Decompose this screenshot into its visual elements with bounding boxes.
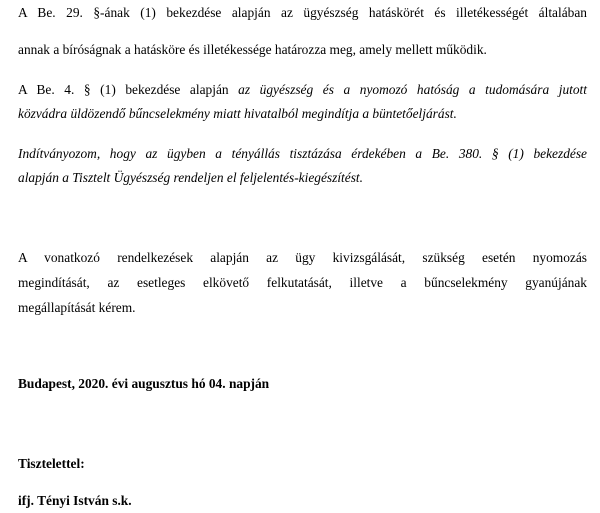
para3-line2: alapján a Tisztelt Ügyészség rendeljen el feljelentés-kiegészítést. bbox=[18, 170, 363, 185]
para3-line1: Indítványozom, hogy az ügyben a tényállás tisztázása érdekében a Be. 380. § (1) bekezdése bbox=[18, 146, 587, 161]
para4-line1: A vonatkozó rendelkezések alapján az ügy kivizsgálását, szükség esetén nyomozás bbox=[18, 250, 587, 265]
para4-line3: megállapítását kérem. bbox=[18, 300, 136, 315]
para2-line1-normal: A Be. 4. § (1) bekezdése alapján bbox=[18, 82, 239, 97]
para2-line2: közvádra üldözendő bűncselekmény miatt hivatalból megindítja a büntetőeljárást. bbox=[18, 106, 457, 121]
closing-salutation: Tisztelettel: bbox=[18, 456, 85, 471]
signature-name: ifj. Tényi István s.k. bbox=[18, 493, 132, 508]
para2-line1 bbox=[18, 82, 587, 98]
para4-line2: megindítását, az esetleges elkövető felkutatását, illetve a bűncselekmény gyanújának bbox=[18, 275, 587, 290]
para2-line1-italic: az ügyészség és a nyomozó hatóság a tudomására jutott bbox=[238, 82, 587, 97]
para1-line2: annak a bíróságnak a hatásköre és illetékessége határozza meg, amely mellett működik. bbox=[18, 42, 487, 57]
place-date: Budapest, 2020. évi augusztus hó 04. napján bbox=[18, 376, 270, 391]
para1-line1: A Be. 29. §-ának (1) bekezdése alapján az ügyészség hatáskörét és illetékességét általában bbox=[18, 5, 587, 20]
